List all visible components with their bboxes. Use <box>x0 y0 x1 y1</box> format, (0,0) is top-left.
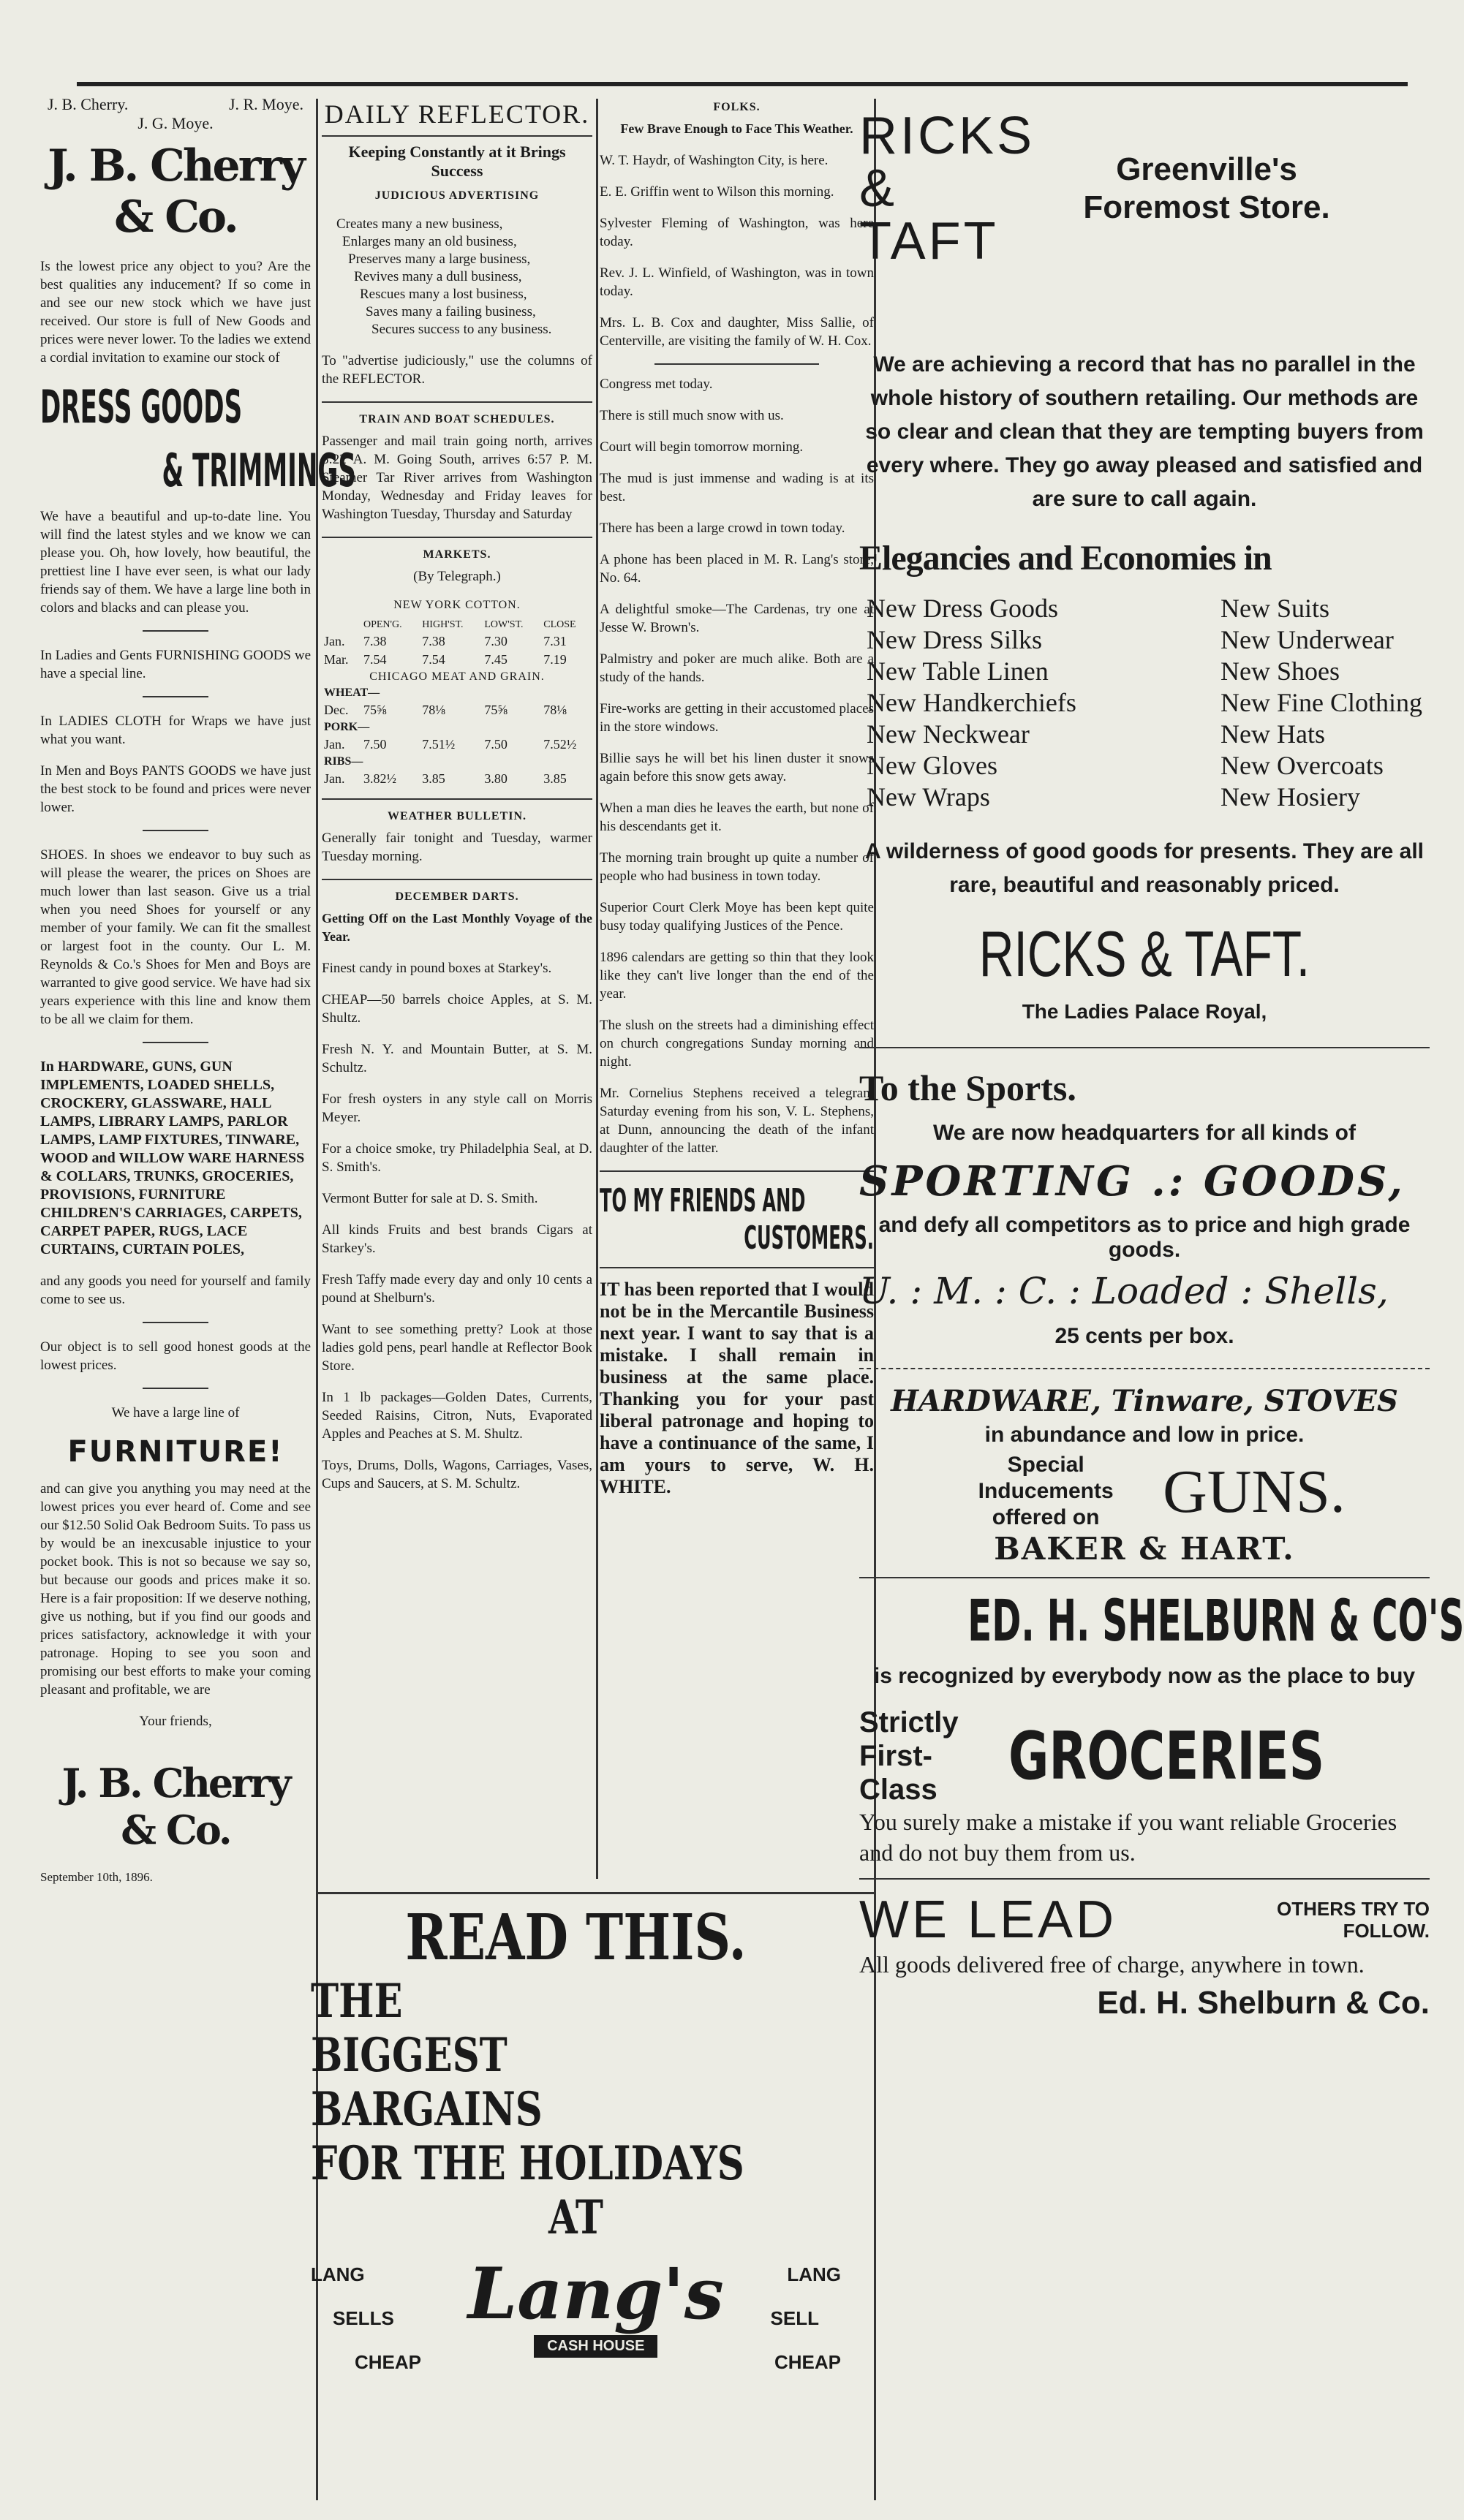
table-cell: 7.45 <box>484 652 508 667</box>
biggest-word: BIGGEST <box>311 2028 508 2083</box>
divider <box>143 1042 208 1043</box>
telegraph-label: (By Telegraph.) <box>413 569 501 584</box>
new-goods-list-right <box>1220 593 1422 813</box>
poem-line: Creates many a new business, <box>336 216 503 232</box>
darts-heading: DECEMBER DARTS. <box>395 890 519 903</box>
the-word: THE <box>311 1974 403 2029</box>
mistake-text: You surely make a mistake if you want reliable Groceries and do not buy them from us. <box>859 1809 1397 1866</box>
darts-subheading: Getting Off on the Last Monthly Voyage of the Year. <box>322 911 592 944</box>
cash-house-banner: CASH HOUSE <box>534 2335 657 2358</box>
table-cell: 7.38 <box>422 634 445 648</box>
at-word: AT <box>548 2190 604 2245</box>
furnishing-goods-text: In Ladies and Gents FURNISHING GOODS we have a special line. <box>40 648 311 681</box>
elegancies-heading: Elegancies and Economies in <box>859 539 1272 578</box>
table-cell: 7.38 <box>363 634 387 648</box>
divider <box>143 830 208 831</box>
news-item: There is still much snow with us. <box>600 408 784 423</box>
baker-hart: BAKER & HART. <box>994 1531 1295 1567</box>
list-item: New Underwear <box>1220 625 1394 654</box>
dress-goods-heading: DRESS GOODS <box>40 380 243 434</box>
table-header: HIGH'ST. <box>422 619 464 630</box>
groceries-heading: GROCERIES <box>1008 1717 1324 1795</box>
langs-script: Lang's <box>467 2252 724 2335</box>
table-row <box>322 701 592 719</box>
advertising-poem <box>336 216 592 338</box>
ribs-label: RIBS— <box>324 755 363 768</box>
any-goods-text: and any goods you need for yourself and family come to see us. <box>40 1274 311 1307</box>
sports-heading: To the Sports. <box>859 1067 1076 1108</box>
ricks-taft-header <box>859 107 1430 270</box>
news-item: Billie says he will bet his linen duster it snows again before this snow gets away. <box>600 751 874 784</box>
news-item: Congress met today. <box>600 377 713 392</box>
foremost-store: Greenville's Foremost Store. <box>1083 151 1330 225</box>
delivered-text: All goods delivered free of charge, anywhere in town. <box>859 1951 1365 1978</box>
table-cell: 7.31 <box>543 634 567 648</box>
table-cell: 78⅛ <box>422 703 445 717</box>
divider <box>322 135 592 137</box>
partner-j-g-moye: J. G. Moye. <box>137 114 214 132</box>
guns-heading: GUNS. <box>1163 1457 1346 1526</box>
top-rule <box>77 82 1408 86</box>
shelburn-heading: ED. H. SHELBURN & CO'S <box>967 1589 1464 1654</box>
groceries-row <box>859 1706 1430 1806</box>
poem-line: Rescues many a lost business, <box>360 287 527 302</box>
your-friends: Your friends, <box>139 1714 212 1729</box>
dart-item: All kinds Fruits and best brands Cigars at Starkey's. <box>322 1222 592 1256</box>
weather-text: Generally fair tonight and Tuesday, warmer Tuesday morning. <box>322 830 592 864</box>
large-line-text: We have a large line of <box>111 1405 240 1420</box>
headquarters-text: We are now headquarters for all kinds of <box>933 1121 1356 1145</box>
news-item: 1896 calendars are getting so thin that they look like they can't live longer than the end of the year. <box>600 950 874 1002</box>
we-lead-heading: WE LEAD <box>859 1891 1117 1949</box>
guns-row <box>859 1452 1430 1531</box>
poem-line: Saves many a failing business, <box>366 304 536 319</box>
we-lead-row <box>859 1890 1430 1950</box>
dart-item: Fresh N. Y. and Mountain Butter, at S. M. Schultz. <box>322 1042 592 1075</box>
train-schedules-text: Passenger and mail train going north, arrives 8:22 A. M. Going South, arrives 6:57 P. M. Steamer Tar River arrives from Washington Monday, Wednesday and Friday leaves for Washington Tuesday, Thursday and Saturday <box>322 434 592 522</box>
table-cell: 7.50 <box>363 737 387 752</box>
trimmings-heading: & TRIMMINGS <box>162 444 356 497</box>
news-item: Superior Court Clerk Moye has been kept quite busy today qualifying Justices of the Pence. <box>600 900 874 934</box>
list-item: New Fine Clothing <box>1220 688 1422 717</box>
shelburn-signature: Ed. H. Shelburn & Co. <box>1097 1985 1430 2021</box>
table-cell: 7.50 <box>484 737 508 752</box>
table-row <box>322 770 592 788</box>
wheat-label: WHEAT— <box>324 686 380 699</box>
reflector-headline: Keeping Constantly at it Brings Success <box>348 143 566 180</box>
chicago-heading: CHICAGO MEAT AND GRAIN. <box>369 670 545 683</box>
list-item: New Hats <box>1220 719 1325 749</box>
table-header: LOW'ST. <box>484 619 524 630</box>
poem-line: Preserves many a large business, <box>348 251 531 267</box>
divider <box>859 1878 1430 1880</box>
lang-sell-cheap-right <box>771 2252 841 2384</box>
defy-text: and defy all competitors as to price and high grade goods. <box>878 1213 1411 1262</box>
cheap-left: CHEAP <box>355 2351 422 2373</box>
advertise-text: To "advertise judiciously," use the columns of the REFLECTOR. <box>322 353 592 387</box>
table-cell: Jan. <box>324 771 345 786</box>
list-item: New Overcoats <box>1220 751 1384 780</box>
divider <box>322 798 592 800</box>
table-row <box>322 735 592 754</box>
table-cell: Dec. <box>324 703 349 717</box>
wilderness-text: A wilderness of good goods for presents. They are all rare, beautiful and reasonably priced. <box>864 839 1425 897</box>
news-item: A phone has been placed in M. R. Lang's store, No. 64. <box>600 552 874 586</box>
news-item: The morning train brought up quite a number of people who had business in town today. <box>600 850 874 884</box>
table-cell <box>322 618 361 632</box>
news-item: When a man dies he leaves the earth, but none of his descendants get it. <box>600 801 874 834</box>
table-row <box>322 719 592 735</box>
divider <box>322 537 592 538</box>
read-this-rule <box>316 1892 874 1894</box>
reflector-column <box>322 95 592 1879</box>
langs-logo <box>468 2252 724 2358</box>
hardware-heading: HARDWARE, Tinware, STOVES <box>891 1384 1398 1418</box>
folks-subheading: Few Brave Enough to Face This Weather. <box>620 121 853 136</box>
table-row <box>322 754 592 770</box>
masthead: DAILY REFLECTOR. <box>324 99 590 129</box>
friends-heading-1: TO MY FRIENDS AND <box>600 1182 806 1219</box>
divider <box>143 1388 208 1389</box>
news-item: A delightful smoke—The Cardenas, try one at Jesse W. Brown's. <box>600 602 874 635</box>
ads-column <box>859 107 1464 2500</box>
list-item: New Dress Goods <box>867 594 1058 623</box>
cents-per-box: 25 cents per box. <box>1054 1324 1234 1348</box>
divider <box>859 1047 1430 1048</box>
cherry-date: September 10th, 1896. <box>40 1870 153 1884</box>
poem-line: Revives many a dull business, <box>354 269 522 284</box>
column-divider-2 <box>596 99 598 1879</box>
table-cell: 75⅝ <box>363 703 387 717</box>
partner-j-r-moye: J. R. Moye. <box>228 95 303 113</box>
recognized-text: is recognized by everybody now as the place to buy <box>873 1664 1416 1688</box>
new-goods-lists <box>859 593 1430 813</box>
ladies-palace: The Ladies Palace Royal, <box>1022 1000 1267 1023</box>
divider <box>322 401 592 403</box>
table-cell: Jan. <box>324 737 345 752</box>
divider <box>143 630 208 632</box>
table-row <box>322 669 592 685</box>
divider <box>143 1322 208 1323</box>
table-cell: 7.19 <box>543 652 567 667</box>
divider <box>143 696 208 697</box>
list-item: New Gloves <box>867 751 997 780</box>
taft-word: TAFT <box>859 212 999 270</box>
holidays-word: FOR THE HOLIDAYS <box>311 2136 744 2191</box>
folks-item: Sylvester Fleming of Washington, was here today. <box>600 216 874 249</box>
langs-logo-block <box>311 2252 841 2384</box>
table-cell: 75⅝ <box>484 703 508 717</box>
divider <box>859 1577 1430 1578</box>
shoes-text: SHOES. In shoes we endeavor to buy such as will please the wearer, the prices on Shoes are much lower than last season. Give us a trial when you need Shoes for yourself or any member of your family. We can fit the smallest or largest foot in the county. Our L. M. Reynolds & Co.'s Shoes for Men and Boys are warranted to give good service. We have had six years experience with this line and know them to be all we claim for them. <box>40 847 311 1027</box>
pants-goods-text: In Men and Boys PANTS GOODS we have just the best stock to be found and prices were never lower. <box>40 763 311 815</box>
news-item: There has been a large crowd in town today. <box>600 521 845 536</box>
strictly-first-class: Strictly First-Class <box>859 1706 959 1806</box>
list-item: New Shoes <box>1220 657 1340 686</box>
others-try-text: OTHERS TRY TO FOLLOW. <box>1277 1898 1430 1942</box>
ricks-taft-title: RICKS & TAFT. <box>978 917 1310 990</box>
read-this-ad <box>311 1901 841 2500</box>
table-header: OPEN'G. <box>363 619 402 630</box>
news-item: Palmistry and poker are much alike. Both are a study of the hands. <box>600 651 874 685</box>
cotton-heading: NEW YORK COTTON. <box>393 599 521 611</box>
partner-names <box>48 95 303 114</box>
dart-item: Vermont Butter for sale at D. S. Smith. <box>322 1191 538 1206</box>
dart-item: Finest candy in pound boxes at Starkey's. <box>322 961 552 976</box>
hardware-list-text: In HARDWARE, GUNS, GUN IMPLEMENTS, LOADED SHELLS, CROCKERY, GLASSWARE, HALL LAMPS, LIBRARY LAMPS, PARLOR LAMPS, LAMP FIXTURES, TINWARE, WOOD and WILLOW WARE HARNESS & COLLARS, TRUNKS, GROCERIES, PROVISIONS, FURNITURE CHILDREN'S CARRIAGES, CARPETS, CARPET PAPER, RUGS, LACE CURTAINS, CURTAIN POLES, <box>40 1059 305 1257</box>
table-cell: 3.85 <box>422 771 445 786</box>
table-cell: Jan. <box>324 634 345 648</box>
table-cell: 78⅛ <box>543 703 567 717</box>
cheap-right: CHEAP <box>774 2351 841 2373</box>
table-row <box>322 685 592 701</box>
table-row <box>322 618 592 632</box>
folks-item: W. T. Haydr, of Washington City, is here. <box>600 153 829 168</box>
dart-item: For fresh oysters in any style call on Morris Meyer. <box>322 1091 592 1125</box>
divider <box>322 879 592 880</box>
bargains-word: BARGAINS <box>311 2082 543 2137</box>
cherry-signature: J. B. Cherry & Co. <box>61 1760 290 1853</box>
ricks-taft-logo <box>859 107 1035 270</box>
table-cell: 3.80 <box>484 771 508 786</box>
table-cell: 7.54 <box>422 652 445 667</box>
lang-left: LANG <box>311 2263 365 2285</box>
white-notice-text: IT has been reported that I would not be in the Mercantile Business next year. I want to say that is a mistake. I shall remain in business at the same place. Thanking you for your past liberal patronage and hoping to have a continuance of the same, I am yours to serve, W. H. WHITE. <box>600 1279 874 1497</box>
dart-item: In 1 lb packages—Golden Dates, Currents, Seeded Raisins, Citron, Nuts, Evaporated Apples and Peaches at S. M. Shultz. <box>322 1390 592 1442</box>
lang-right: LANG <box>787 2263 841 2285</box>
list-item: New Table Linen <box>867 657 1049 686</box>
table-header: CLOSE <box>543 619 576 630</box>
markets-heading: MARKETS. <box>423 548 491 561</box>
furniture-text: and can give you anything you may need at the lowest prices you ever heard of. Come and see our $12.50 Solid Oak Bedroom Suits. To pass us by would be an inexcusable injustice to your pocket book. This is not so because we say so, but because our goods and prices make it so. Here is a fair proposition: If we deserve nothing, give us nothing, but if you find our goods and prices satisfactory, acknowledge it with your patronage. Hoping to see you soon and promising our best efforts to make your coming pleasant and profitable, we are <box>40 1481 311 1698</box>
table-cell: Mar. <box>324 652 349 667</box>
dart-item: CHEAP—50 barrels choice Apples, at S. M. Shultz. <box>322 992 592 1026</box>
dart-item: Fresh Taffy made every day and only 10 cents a pound at Shelburn's. <box>322 1272 592 1306</box>
list-item: New Wraps <box>867 782 990 811</box>
folks-heading: FOLKS. <box>713 101 761 113</box>
friends-heading-2: CUSTOMERS. <box>744 1219 874 1257</box>
dart-item: Toys, Drums, Dolls, Wagons, Carriages, Vases, Cups and Saucers, at S. M. Schultz. <box>322 1458 592 1491</box>
dart-item: Want to see something pretty? Look at those ladies gold pens, pearl handle at Reflector Book Store. <box>322 1322 592 1374</box>
lang-sells-cheap-left <box>311 2252 421 2384</box>
sporting-goods-heading: SPORTING .: GOODS, <box>859 1157 1405 1206</box>
inducements-text: Special Inducements offered on <box>978 1453 1114 1529</box>
table-cell: 3.82½ <box>363 771 396 786</box>
folks-item: E. E. Griffin went to Wilson this morning. <box>600 184 834 200</box>
umc-shells: U. : M. : C. : Loaded : Shells, <box>859 1270 1389 1312</box>
partner-cherry: J. B. Cherry. <box>48 95 129 113</box>
list-item: New Neckwear <box>867 719 1030 749</box>
divider <box>600 1170 874 1172</box>
amp-word: & <box>859 159 898 218</box>
list-item: New Handkerchiefs <box>867 688 1076 717</box>
dart-item: For a choice smoke, try Philadelphia Seal, at D. S. Smith's. <box>322 1141 592 1175</box>
divider <box>654 363 819 365</box>
folks-item: Mrs. L. B. Cox and daughter, Miss Sallie, of Centerville, are visiting the family of W. H. Cox. <box>600 315 874 349</box>
table-cell: 7.30 <box>484 634 508 648</box>
markets-table <box>322 618 592 788</box>
judicious-advertising: JUDICIOUS ADVERTISING <box>374 189 540 202</box>
cherry-intro: Is the lowest price any object to you? Are the best qualities any inducement? If so come in and see our new stock which we have just received. Our store is full of New Goods and prices were never lower. To the ladies we extend a cordial invitation to examine our stock of <box>40 259 311 366</box>
object-text: Our object is to sell good honest goods at the lowest prices. <box>40 1339 311 1373</box>
cherry-logo: J. B. Cherry & Co. <box>48 140 303 243</box>
list-item: New Dress Silks <box>867 625 1042 654</box>
furniture-heading: FURNITURE! <box>67 1435 284 1469</box>
news-item: The slush on the streets had a diminishing effect on church congregations Sunday morning and night. <box>600 1018 874 1070</box>
table-cell: 7.54 <box>363 652 387 667</box>
table-row <box>322 651 592 669</box>
list-item: New Hosiery <box>1220 782 1360 811</box>
record-text: We are achieving a record that has no parallel in the whole history of southern retailing. Our methods are so clear and clean that they are tempting buyers from every where. They go away pleased and satisfied and are sure to call again. <box>865 352 1424 511</box>
table-row <box>322 632 592 651</box>
new-goods-list-left <box>867 593 1076 813</box>
folks-item: Rev. J. L. Winfield, of Washington, was in town today. <box>600 265 874 299</box>
poem-line: Enlarges many an old business, <box>342 234 517 249</box>
news-item: Court will begin tomorrow morning. <box>600 439 804 455</box>
weather-heading: WEATHER BULLETIN. <box>387 810 527 822</box>
read-this-heading: READ THIS. <box>405 1901 747 1975</box>
news-item: The mud is just immense and wading is at its best. <box>600 471 874 504</box>
list-item: New Suits <box>1220 594 1330 623</box>
sell-right: SELL <box>770 2307 819 2329</box>
pork-label: PORK— <box>324 721 370 733</box>
divider <box>600 1267 874 1268</box>
news-item: Mr. Cornelius Stephens received a telegram Saturday evening from his son, V. L. Stephens, at Dunn, announcing the death of the infant daughter of the latter. <box>600 1086 874 1156</box>
ladies-cloth-text: In LADIES CLOTH for Wraps we have just what you want. <box>40 714 311 747</box>
news-item: Fire-works are getting in their accustomed places in the store windows. <box>600 701 874 735</box>
table-cell: 7.51½ <box>422 737 456 752</box>
abundance-text: in abundance and low in price. <box>984 1423 1305 1447</box>
train-schedules-heading: TRAIN AND BOAT SCHEDULES. <box>359 413 555 425</box>
beautiful-line-text: We have a beautiful and up-to-date line. You will find the latest styles and we know we can please you. Oh, how lovely, how beautiful, the prettiest line I have ever seen, is what our lady friends say of them. We have a large line both in colors and blacks and can please you. <box>40 509 311 616</box>
ricks-word: RICKS <box>859 107 1035 165</box>
poem-line: Secures success to any business. <box>371 322 552 337</box>
folks-column <box>600 95 874 1879</box>
sells-left: SELLS <box>333 2307 394 2329</box>
table-cell: 7.52½ <box>543 737 577 752</box>
table-cell: 3.85 <box>543 771 567 786</box>
spacer <box>859 268 1430 348</box>
divider <box>859 1368 1430 1369</box>
